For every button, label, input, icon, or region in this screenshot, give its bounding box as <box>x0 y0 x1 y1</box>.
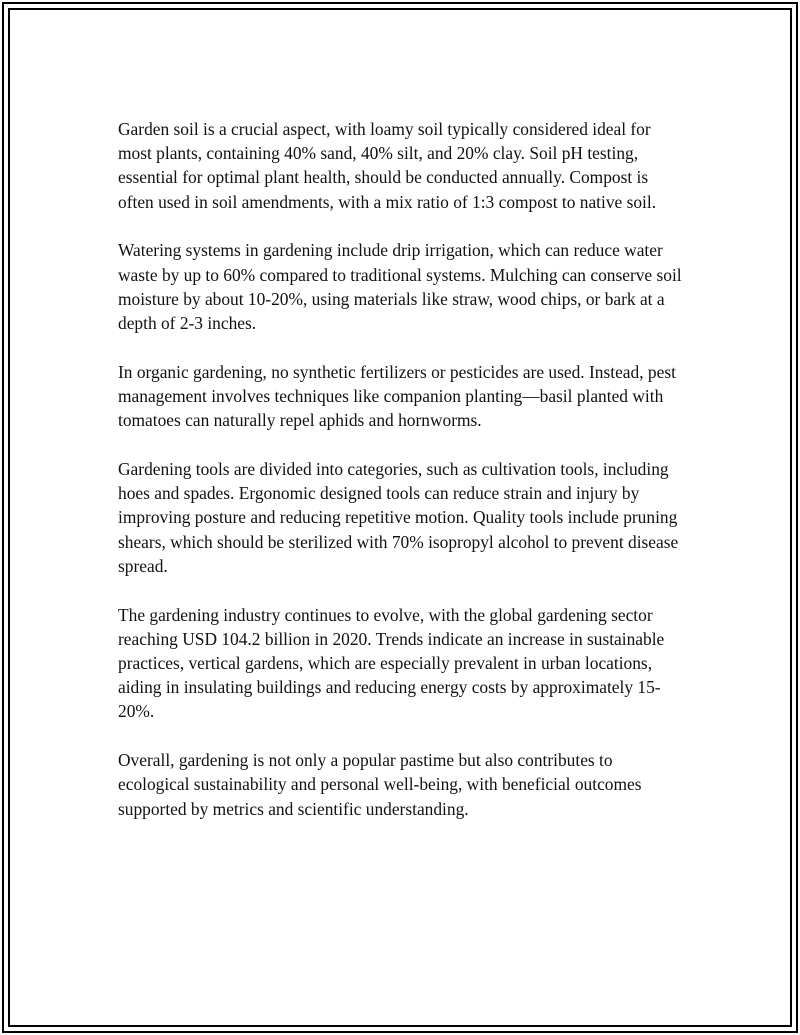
paragraph-organic: In organic gardening, no synthetic fertilizers or pesticides are used. Instead, pest management involves techniques like companion planting—basil planted with tomatoes can naturally repel aphids and hornworms. <box>118 361 676 431</box>
paragraph-industry: The gardening industry continues to evolve, with the global gardening sector reaching USD 104.2 billion in 2020. Trends indicate an increase in sustainable practices, vertical gardens, which are especially prevalent in urban locations, aiding in insulating buildings and reducing energy costs by approximately 15-20%. <box>118 604 665 722</box>
paragraph-tools: Gardening tools are divided into categories, such as cultivation tools, including hoes and spades. Ergonomic designed tools can reduce strain and injury by improving posture and reducing repetitive motion. Quality tools include pruning shears, which should be sterilized with 70% isopropyl alcohol to prevent disease spread. <box>118 459 679 576</box>
document-body <box>118 117 688 845</box>
paragraph-overall: Overall, gardening is not only a popular pastime but also contributes to ecological sustainability and personal well-being, with beneficial outcomes supported by metrics and scientific understanding. <box>118 750 642 819</box>
paragraph-watering: Watering systems in gardening include drip irrigation, which can reduce water waste by up to 60% compared to traditional systems. Mulching can conserve soil moisture by about 10-20%, using materials like straw, wood chips, or bark at a depth of 2-3 inches. <box>118 240 682 334</box>
paragraph-soil: Garden soil is a crucial aspect, with loamy soil typically considered ideal for most plants, containing 40% sand, 40% silt, and 20% clay. Soil pH testing, essential for optimal plant health, should be conducted annually. Compost is often used in soil amendments, with a mix ratio of 1:3 compost to native soil. <box>118 119 657 212</box>
